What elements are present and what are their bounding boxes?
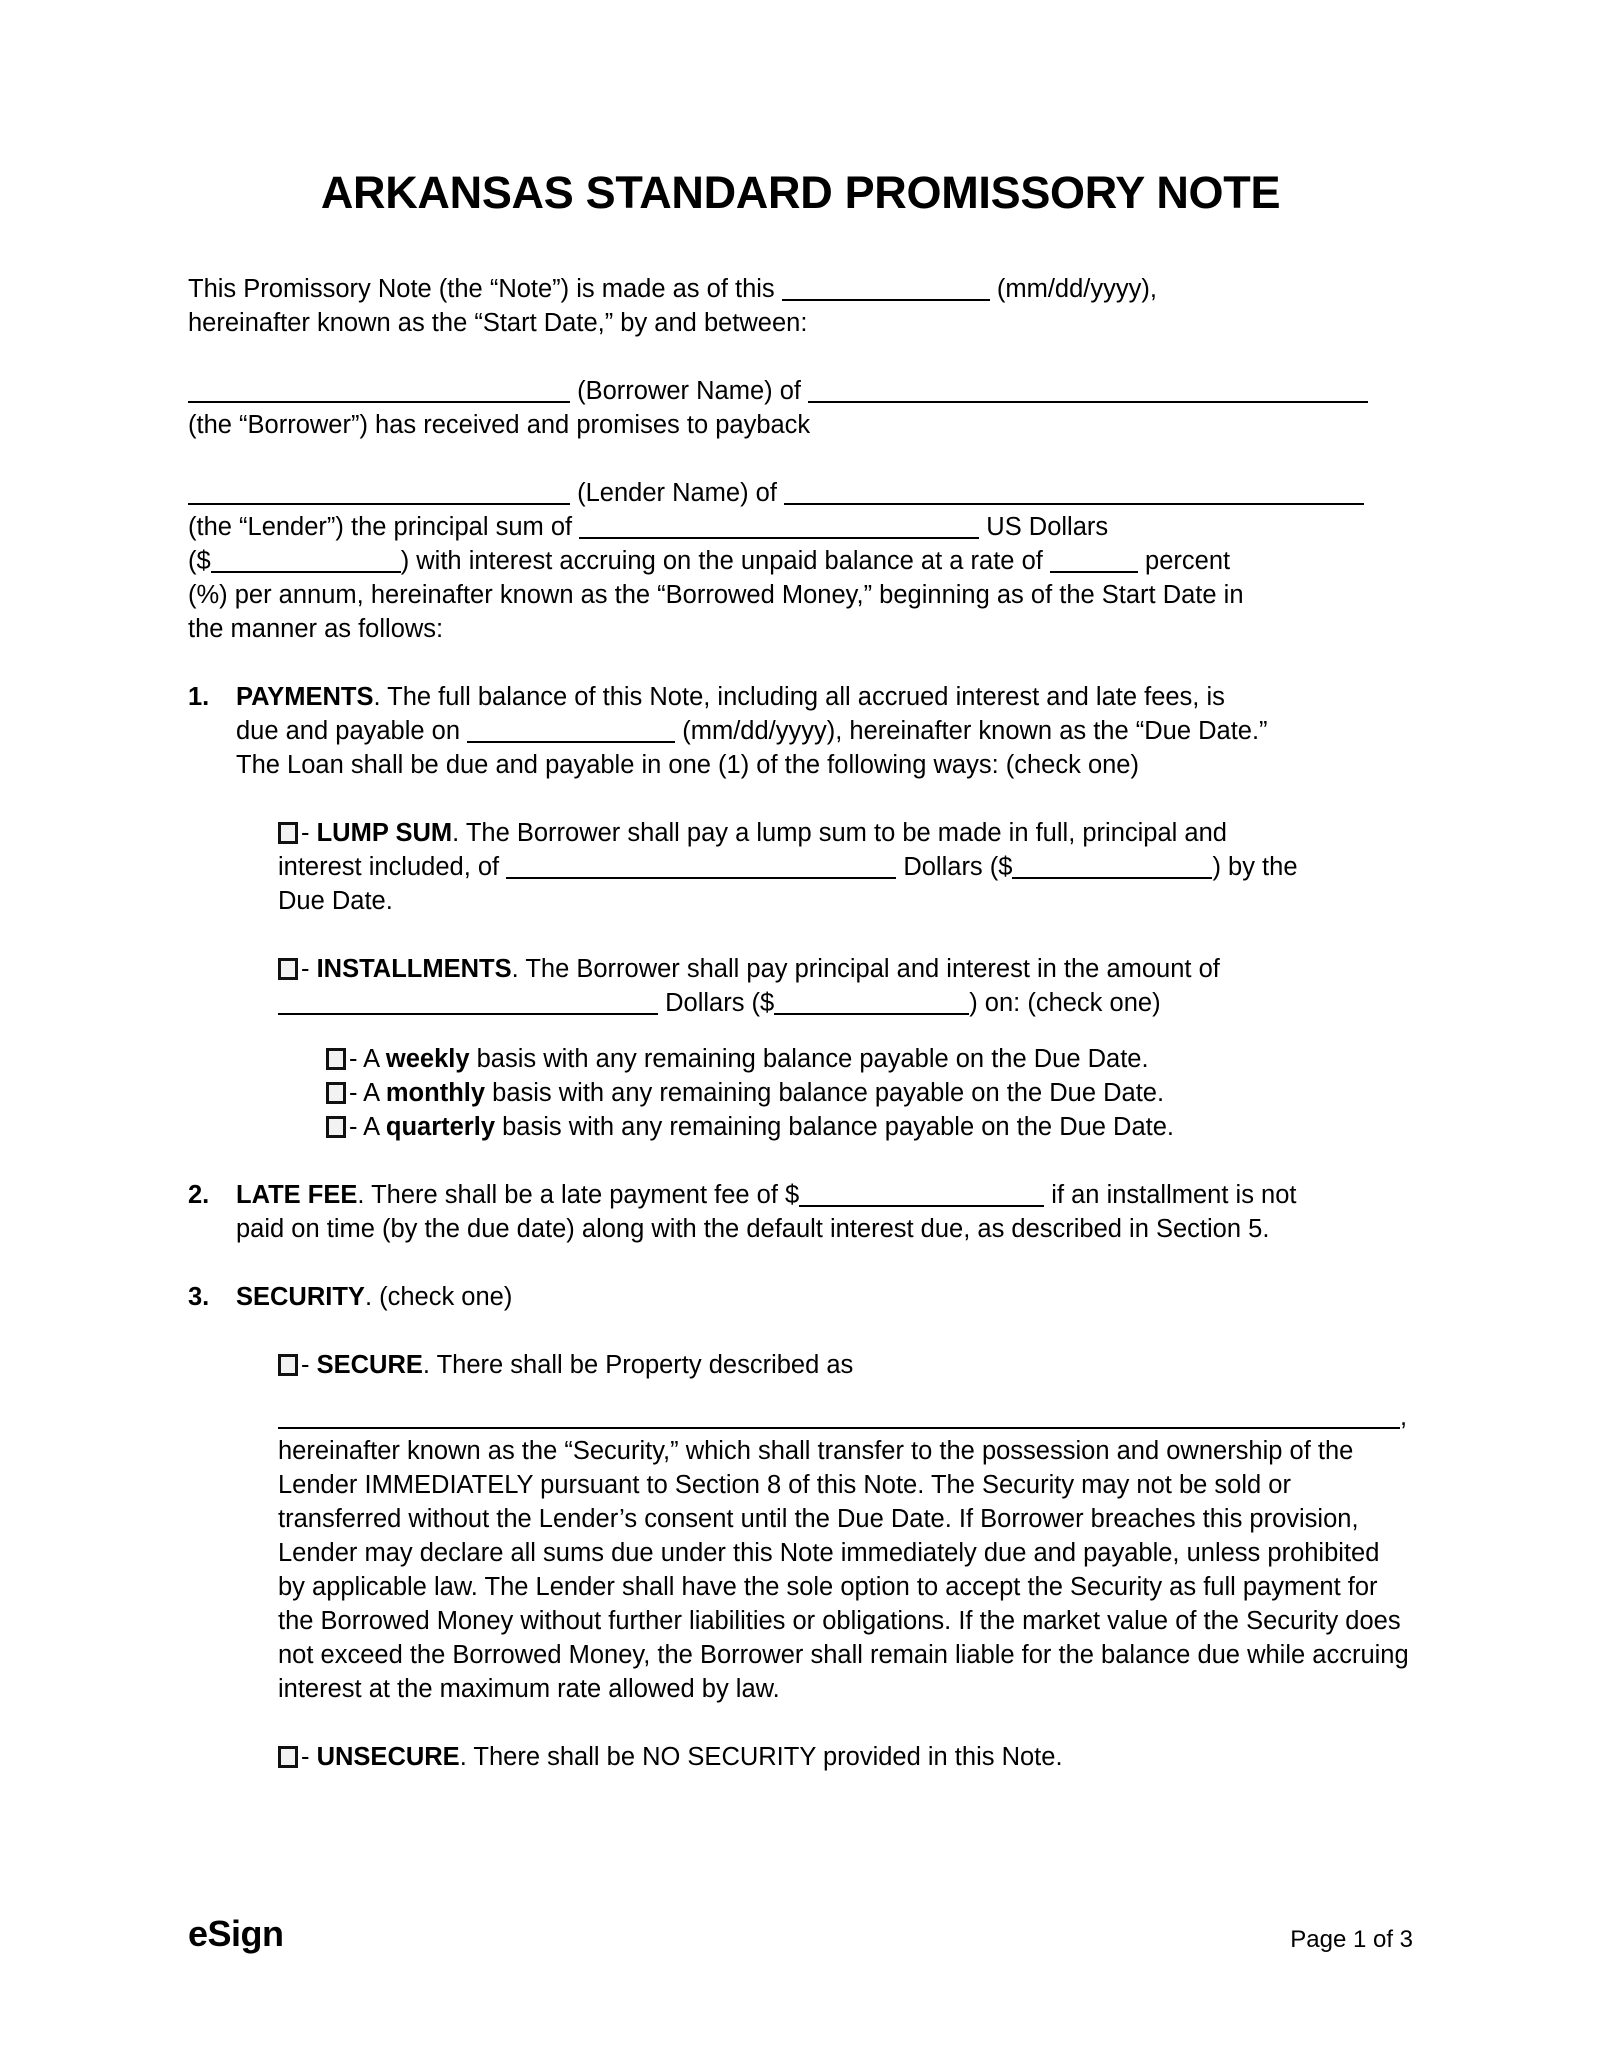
payments-line-3: The Loan shall be due and payable in one (1) of the following ways: (check one)	[236, 750, 1139, 779]
checkbox-icon[interactable]	[278, 1746, 298, 1768]
weekly-suffix: basis with any remaining balance payable on the Due Date.	[476, 1044, 1149, 1073]
property-description-fill-line[interactable]	[278, 1427, 1400, 1429]
secure-property-fill-row	[278, 1400, 1413, 1434]
section-number-2: 2.	[188, 1180, 210, 1209]
section-number-3: 3.	[188, 1282, 210, 1311]
frequency-option-weekly[interactable]	[326, 1042, 1413, 1076]
lender-annum-line: (%) per annum, hereinafter known as the “Borrowed Money,” beginning as of the Start Date in	[188, 580, 1244, 609]
lump-sum-text-b: interest included, of	[278, 852, 500, 881]
section-heading-late-fee: LATE FEE	[236, 1180, 358, 1209]
interest-rate-fill-line[interactable]	[1050, 546, 1138, 573]
installments-label: INSTALLMENTS	[316, 954, 512, 983]
late-fee-text-b: if an installment is not	[1051, 1180, 1297, 1209]
principal-sum-fill-line[interactable]	[579, 512, 979, 539]
borrower-name-label: (Borrower Name) of	[577, 376, 801, 405]
section-heading-security: SECURITY	[236, 1282, 365, 1311]
security-line-1	[236, 1280, 1413, 1314]
option-secure[interactable]	[278, 1348, 1413, 1706]
lender-name-label: (Lender Name) of	[577, 478, 777, 507]
lump-sum-words-fill-line[interactable]	[506, 852, 896, 879]
borrower-address-fill-line[interactable]	[808, 376, 1368, 403]
option-unsecure[interactable]	[278, 1740, 1413, 1774]
lender-name-line	[188, 476, 1413, 510]
section-body-2	[236, 1178, 1413, 1246]
lump-sum-checkbox-wrap[interactable]	[278, 819, 452, 847]
unsecure-label: UNSECURE	[316, 1742, 460, 1771]
monthly-term: monthly	[385, 1078, 486, 1107]
lump-sum-dash: -	[301, 818, 310, 847]
late-fee-text-a: . There shall be a late payment fee of $	[357, 1180, 800, 1209]
secure-dash: -	[301, 1350, 310, 1379]
secure-comma: ,	[1400, 1402, 1408, 1431]
payments-text-a: . The full balance of this Note, including all accrued interest and late fees, is	[373, 682, 1225, 711]
section-security	[188, 1280, 1413, 1314]
page-footer	[188, 1913, 1413, 1954]
frequency-option-monthly[interactable]	[326, 1076, 1413, 1110]
checkbox-icon[interactable]	[278, 822, 298, 844]
checkbox-icon[interactable]	[326, 1082, 346, 1104]
section-body-1	[236, 680, 1413, 782]
payments-text-b: due and payable on	[236, 716, 461, 745]
secure-paragraph: hereinafter known as the “Security,” which shall transfer to the possession and ownership of the Lender IMMEDIATELY pursuant to Section 8 of this Note. The Security may not be sold or transferred without the Lender’s consent until the Due Date. If Borrower breaches this provision, Lender may declare all sums due under this Note immediately due and payable, unless prohibited by applicable law. The Lender shall have the sole option to accept the Security as full payment for the Borrowed Money without further liabilities or obligations. If the market value of the Security does not exceed the Borrowed Money, the Borrower shall remain liable for the balance due while accruing interest at the maximum rate allowed by law.	[278, 1436, 1409, 1703]
checkbox-icon[interactable]	[278, 1354, 298, 1376]
page-title: ARKANSAS STANDARD PROMISSORY NOTE	[320, 167, 1281, 218]
section-late-fee	[188, 1178, 1413, 1246]
installments-amount-fill-line[interactable]	[774, 988, 969, 1015]
late-fee-line-1	[236, 1178, 1413, 1212]
lender-name-fill-line[interactable]	[188, 478, 570, 505]
monthly-prefix: - A	[349, 1078, 379, 1107]
lump-sum-text-a: . The Borrower shall pay a lump sum to be made in full, principal and	[452, 818, 1227, 847]
interest-text: ) with interest accruing on the unpaid balance at a rate of	[400, 546, 1043, 575]
quarterly-term: quarterly	[385, 1112, 495, 1141]
intro-block	[188, 272, 1413, 340]
brand-logo: eSign	[188, 1913, 284, 1954]
option-lump-sum[interactable]	[278, 816, 1413, 918]
unsecure-line	[278, 1740, 1413, 1774]
installments-checkbox-wrap[interactable]	[278, 955, 512, 983]
borrower-name-line	[188, 374, 1413, 408]
late-fee-line-2: paid on time (by the due date) along with the default interest due, as described in Section 5.	[236, 1214, 1270, 1243]
lump-sum-text-d: ) by the	[1212, 852, 1298, 881]
checkbox-icon[interactable]	[326, 1116, 346, 1138]
option-installments[interactable]	[278, 952, 1413, 1020]
intro-line-2: hereinafter known as the “Start Date,” by and between:	[188, 308, 808, 337]
weekly-prefix: - A	[349, 1044, 379, 1073]
installments-text-a: . The Borrower shall pay principal and interest in the amount of	[511, 954, 1220, 983]
payments-line-1	[236, 680, 1413, 714]
lender-address-fill-line[interactable]	[784, 478, 1364, 505]
unsecure-text: . There shall be NO SECURITY provided in this Note.	[459, 1742, 1063, 1771]
late-fee-amount-fill-line[interactable]	[799, 1180, 1044, 1207]
installments-line-2	[278, 986, 1413, 1020]
payments-text-c: (mm/dd/yyyy), hereinafter known as the “Due Date.”	[682, 716, 1268, 745]
installments-text-c: ) on: (check one)	[969, 988, 1161, 1017]
quarterly-prefix: - A	[349, 1112, 379, 1141]
intro-text-a: This Promissory Note (the “Note”) is made as of this	[188, 274, 775, 303]
dollar-open-paren: ($	[188, 546, 211, 575]
installments-dash: -	[301, 954, 310, 983]
intro-line-1	[188, 272, 1413, 306]
monthly-suffix: basis with any remaining balance payable on the Due Date.	[492, 1078, 1165, 1107]
lender-usd-text: US Dollars	[986, 512, 1109, 541]
installments-words-fill-line[interactable]	[278, 988, 658, 1015]
security-text-a: . (check one)	[364, 1282, 513, 1311]
lump-sum-line-2	[278, 850, 1413, 884]
checkbox-icon[interactable]	[326, 1048, 346, 1070]
lender-interest-line	[188, 544, 1413, 578]
lump-sum-line-3: Due Date.	[278, 886, 393, 915]
document-content	[188, 0, 1413, 1774]
start-date-fill-line[interactable]	[782, 274, 990, 301]
lump-sum-label: LUMP SUM	[316, 818, 453, 847]
lender-principal-text: (the “Lender”) the principal sum of	[188, 512, 573, 541]
payments-line-2	[236, 714, 1413, 748]
lump-sum-text-c: Dollars ($	[903, 852, 1013, 881]
section-payments	[188, 680, 1413, 782]
percent-word: percent	[1145, 546, 1231, 575]
section-body-3	[236, 1280, 1413, 1314]
borrower-block	[188, 374, 1413, 442]
section-heading-payments: PAYMENTS	[236, 682, 374, 711]
installments-line-1	[278, 952, 1413, 986]
due-date-fill-line[interactable]	[467, 716, 675, 743]
section-number-1: 1.	[188, 682, 210, 711]
quarterly-suffix: basis with any remaining balance payable on the Due Date.	[502, 1112, 1175, 1141]
lender-block	[188, 476, 1413, 646]
borrower-line-2: (the “Borrower”) has received and promises to payback	[188, 410, 811, 439]
installments-text-b: Dollars ($	[665, 988, 775, 1017]
frequency-options	[326, 1042, 1413, 1144]
lender-principal-line	[188, 510, 1413, 544]
lump-sum-line-1	[278, 816, 1413, 850]
secure-intro-text: . There shall be Property described as	[422, 1350, 854, 1379]
lender-manner-line: the manner as follows:	[188, 614, 444, 643]
frequency-option-quarterly[interactable]	[326, 1110, 1413, 1144]
page-number: Page 1 of 3	[1290, 1926, 1413, 1953]
checkbox-icon[interactable]	[278, 958, 298, 980]
borrower-name-fill-line[interactable]	[188, 376, 570, 403]
lump-sum-amount-fill-line[interactable]	[1012, 852, 1212, 879]
weekly-term: weekly	[385, 1044, 470, 1073]
secure-label: SECURE	[316, 1350, 423, 1379]
principal-amount-fill-line[interactable]	[211, 546, 401, 573]
intro-text-b: (mm/dd/yyyy),	[996, 274, 1157, 303]
secure-line-1	[278, 1348, 1413, 1382]
unsecure-dash: -	[301, 1742, 310, 1771]
